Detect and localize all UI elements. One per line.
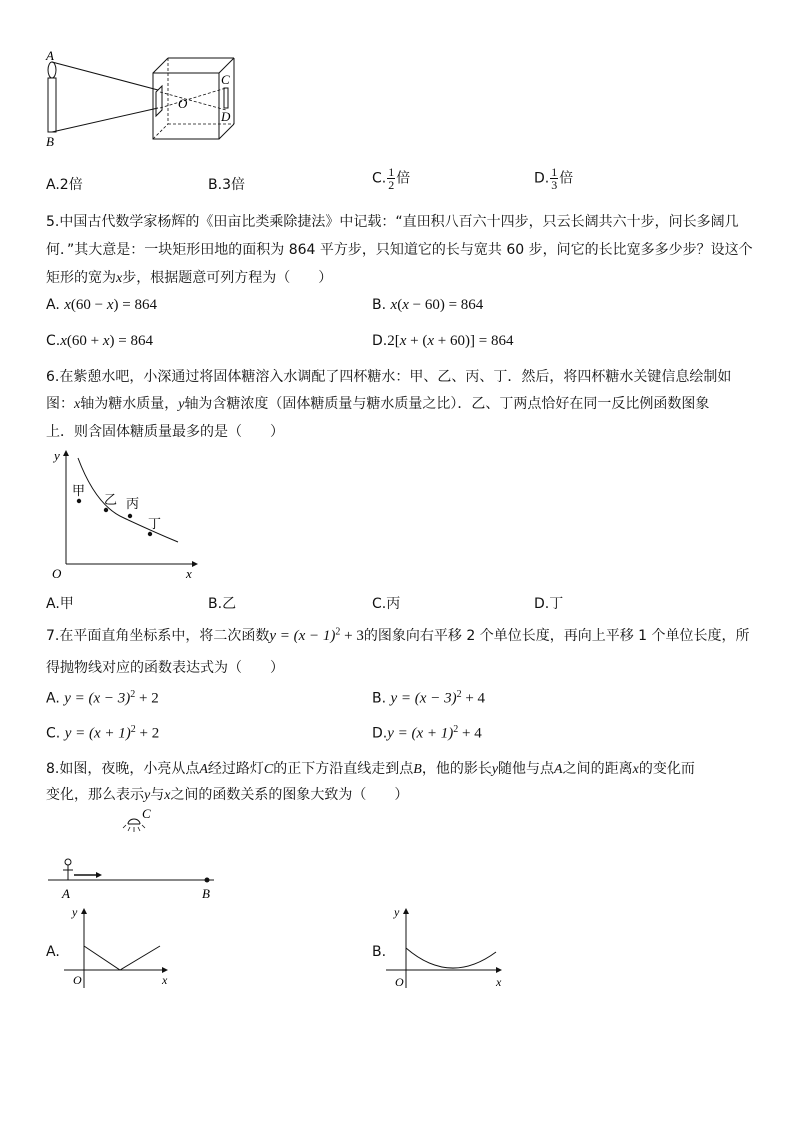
q7-option-c[interactable]: C. $y = (x + 1)^2 + 2$ xyxy=(46,724,160,742)
pinhole-camera-figure xyxy=(40,48,250,152)
q8-stem-line2: 变化，那么表示y与x之间的函数关系的图象大致为（ ） xyxy=(46,787,409,803)
q5-stem-line1: 5.中国古代数学家杨辉的《田亩比类乘除捷法》中记载：“直田积八百六十四步，只云长阔共六十步，问长多阔几 xyxy=(46,214,739,230)
label-C: C xyxy=(221,72,230,87)
q6-option-a[interactable]: A.甲 xyxy=(46,596,74,612)
q7-option-d[interactable]: $D.y = (x + 1)^2 + 4$ xyxy=(372,724,482,742)
q7-stem-line2: 得抛物线对应的函数表达式为（ ） xyxy=(46,660,284,676)
q5-option-a[interactable]: A. x(60 − x) = 864 xyxy=(46,297,158,313)
svg-text:O: O xyxy=(52,566,62,581)
q4-option-a[interactable]: A.2倍 xyxy=(46,177,83,193)
q5-option-d[interactable]: D.2[x + (x + 60)] = 864 xyxy=(372,333,514,349)
svg-text:C: C xyxy=(142,806,151,821)
q6-option-b[interactable]: B.乙 xyxy=(208,596,237,612)
fraction: $\frac{1}{3}$ xyxy=(551,165,558,192)
q8-option-b-graph[interactable] xyxy=(386,904,510,990)
q4-option-c[interactable]: C. $\frac{1}{2}$ 倍 xyxy=(372,165,411,192)
svg-text:x: x xyxy=(162,973,168,987)
q7-option-a[interactable]: A. $y = (x - 3)^2 + 2$ xyxy=(46,689,159,707)
svg-text:丁: 丁 xyxy=(148,516,162,531)
svg-text:x: x xyxy=(186,566,192,581)
point-ding xyxy=(148,532,152,536)
label-O: O xyxy=(178,96,188,111)
q8-option-a[interactable]: A. xyxy=(46,944,60,960)
q8-option-a-graph[interactable] xyxy=(64,904,174,990)
label-D: D xyxy=(221,109,231,124)
street-lamp-figure xyxy=(44,804,224,904)
q5-stem-line3: 矩形的宽为x步，根据题意可列方程为（ ） xyxy=(46,270,333,286)
q4-option-d[interactable]: D. $\frac{1}{3}$ 倍 xyxy=(534,165,574,192)
label-A: A xyxy=(46,48,54,63)
q8-stem-line1: 8.如图，夜晚，小亮从点A经过路灯C的正下方沿直线走到点B，他的影长y随他与点A之间的距离x的变化而 xyxy=(46,761,695,777)
svg-text:x: x xyxy=(496,975,502,989)
point-jia xyxy=(77,499,81,503)
svg-text:甲: 甲 xyxy=(72,483,86,498)
q4-option-b[interactable]: B.3倍 xyxy=(208,177,245,193)
q6-stem-line1: 6.在紫憩水吧，小深通过将固体糖溶入水调配了四杯糖水：甲、乙、丙、丁．然后，将四杯糖水关键信息绘制如 xyxy=(46,369,732,385)
q6-stem-line2: 图：x轴为糖水质量，y轴为含糖浓度（固体糖质量与糖水质量之比）．乙、丁两点恰好在同一反比例函数图象 xyxy=(46,396,710,412)
q5-option-c[interactable]: C.x(60 + x) = 864 xyxy=(46,333,154,349)
svg-text:y: y xyxy=(72,905,78,919)
svg-text:O: O xyxy=(73,973,82,987)
svg-text:A: A xyxy=(62,886,70,901)
q6-graph xyxy=(44,448,204,584)
svg-text:y: y xyxy=(54,448,60,463)
point-bing xyxy=(128,514,132,518)
q5-stem-line2: 何．”其大意是：一块矩形田地的面积为 864 平方步，只知道它的长与宽共 60 步，问它的长比宽多多少步？设这个 xyxy=(46,242,753,258)
svg-text:O: O xyxy=(395,975,404,989)
label-B: B xyxy=(46,134,54,149)
person-icon xyxy=(63,859,73,880)
svg-text:丙: 丙 xyxy=(126,496,140,511)
q7-option-b[interactable]: B. $y = (x - 3)^2 + 4$ xyxy=(372,689,486,707)
svg-text:y: y xyxy=(394,905,400,919)
svg-text:B: B xyxy=(202,886,210,901)
q6-stem-line3: 上．则含固体糖质量最多的是（ ） xyxy=(46,424,284,440)
point-yi xyxy=(104,508,108,512)
q8-option-b[interactable]: B. xyxy=(372,944,387,960)
q7-stem-line1: 7.在平面直角坐标系中，将二次函数$y = (x - 1)^2 + 3$的图象向右平移 2 个单位长度，再向上平移 1 个单位长度，所 xyxy=(46,626,750,644)
q6-option-c[interactable]: C.丙 xyxy=(372,596,401,612)
svg-text:乙: 乙 xyxy=(104,492,118,507)
fraction: $\frac{1}{2}$ xyxy=(388,165,395,192)
q6-option-d[interactable]: D.丁 xyxy=(534,596,564,612)
q5-option-b[interactable]: B. x(x − 60) = 864 xyxy=(372,297,484,313)
